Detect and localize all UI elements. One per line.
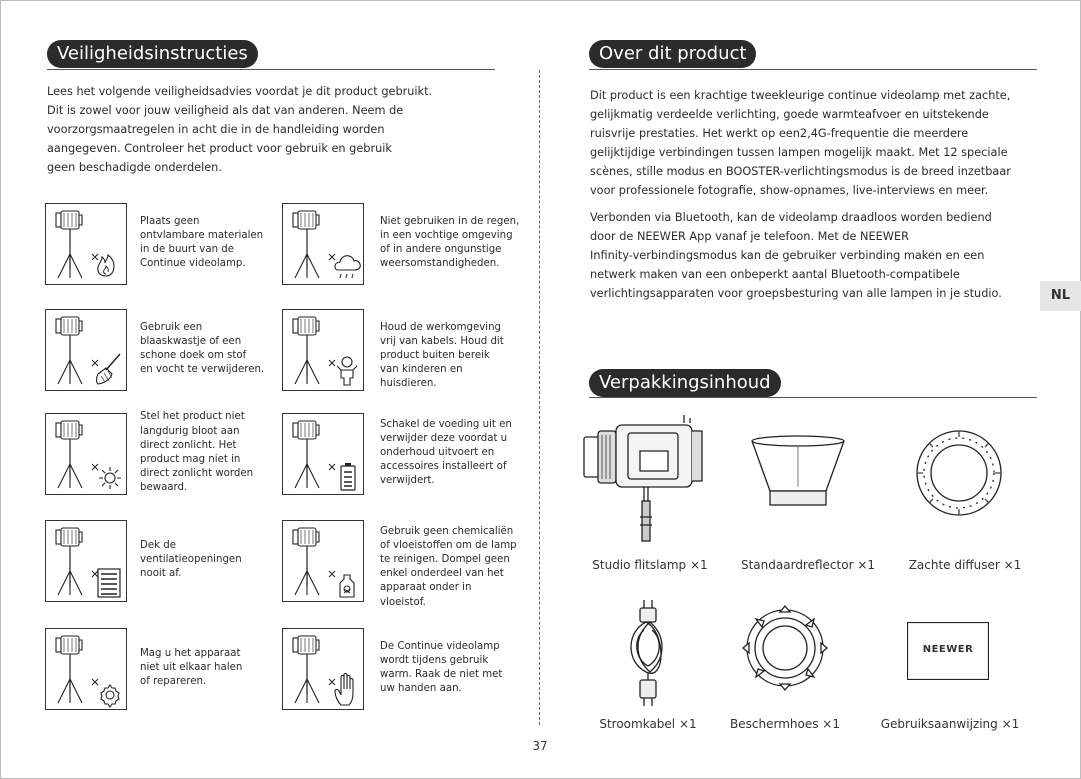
safety-intro (47, 82, 507, 177)
safety-item-line: ontvlambare materialen (140, 229, 264, 241)
manual-logo: NEEWER (922, 644, 974, 655)
safety-item-text (140, 215, 280, 272)
safety-intro-line: voorzorgsmaatregelen in acht die in de handleiding worden (47, 123, 385, 136)
safety-icon-box (282, 413, 364, 495)
safety-item-line: Continue videolamp. (140, 258, 246, 270)
safety-item-line: De Continue videolamp (380, 640, 500, 652)
safety-intro-line: geen beschadigde onderdelen. (47, 161, 222, 174)
safety-icon-box (45, 520, 127, 602)
about-title: Over dit product (589, 40, 756, 68)
package-item-label: Gebruiksaanwijzing ×1 (880, 717, 1020, 731)
safety-item-line: of repareren. (140, 676, 207, 688)
safety-item-text (140, 321, 280, 378)
safety-item-text (140, 539, 280, 582)
safety-item-line: product buiten bereik (380, 350, 490, 361)
power-cable-icon (618, 600, 678, 710)
safety-intro-line: aangegeven. Controleer het product voor gebruik en gebruik (47, 142, 392, 155)
safety-item-line: Stel het product niet (140, 411, 245, 423)
safety-item-line: product mag niet in (140, 454, 241, 465)
about-line: gelijkmatig verdeelde verlichting, goede warmteafvoer en uitstekende (590, 108, 989, 121)
safety-item-line: Niet gebruiken in de regen, (380, 215, 520, 227)
safety-item-text (380, 640, 520, 697)
safety-item-line: Dek de (140, 539, 176, 551)
sun-icon (46, 414, 126, 494)
safety-item-line: uw handen aan. (380, 683, 462, 695)
package-item-label: Stroomkabel ×1 (599, 717, 697, 731)
safety-item-line: bewaard. (140, 482, 188, 494)
column-divider (539, 70, 540, 725)
safety-item-line: weersomstandigheden. (380, 258, 500, 270)
about-line: Infinity-verbindingsmodus kan de gebruiker verbinding maken en een (590, 249, 985, 262)
safety-item-line: langdurig bloot aan (140, 425, 240, 437)
safety-item-line: warm. Raak de niet met (380, 669, 503, 680)
safety-item-line: nooit af. (140, 568, 182, 580)
safety-item-line: Gebruik een (140, 321, 203, 333)
safety-item-line: Schakel de voeding uit en (380, 418, 512, 430)
safety-icon-box (282, 203, 364, 285)
about-line: voor professionele fotografie, show-opnames, live-interviews en meer. (590, 184, 989, 197)
protective-cover-icon (740, 603, 830, 693)
safety-item-line: Plaats geen (140, 215, 200, 227)
safety-item-line: ventilatieopeningen (140, 553, 242, 565)
safety-item-text (140, 647, 280, 690)
safety-icon-box (282, 520, 364, 602)
about-line: verlichtingsapparaten voor groepsbesturing van alle lampen in je studio. (590, 287, 1002, 300)
safety-item-line: blaaskwastje of een (140, 335, 242, 347)
safety-title-rule (47, 69, 495, 70)
safety-icon-box (45, 309, 127, 391)
about-title-rule (589, 69, 1037, 70)
rain-cloud-icon (283, 204, 363, 284)
safety-item-line: Gebruik geen chemicaliën (380, 525, 514, 537)
about-line: door de NEEWER App vanaf je telefoon. Met de NEEWER (590, 230, 909, 243)
language-tab: NL (1040, 281, 1081, 311)
safety-item-line: en vocht te verwijderen. (140, 364, 265, 376)
safety-item-line: apparaat onder in vloeistof. (380, 582, 472, 608)
safety-item-text (380, 321, 520, 392)
package-item-label: Studio flitslamp ×1 (592, 558, 708, 572)
safety-item-line: of vloeistoffen om de lamp (380, 539, 517, 551)
safety-item-line: verwijdert. (380, 475, 435, 487)
safety-item-text (380, 418, 520, 489)
safety-item-line: enkel onderdeel van het (380, 568, 504, 580)
safety-item-line: onderhoud uitvoert en (380, 446, 495, 458)
safety-item-line: direct zonlicht. Het (140, 439, 237, 451)
gear-icon (46, 629, 126, 709)
safety-item-line: in een vochtige omgeving (380, 229, 513, 241)
about-line: ruisvrije prestaties. Het werkt op een2,4G-frequentie die meerdere (590, 127, 969, 140)
safety-item-line: te reinigen. Dompel geen (380, 553, 510, 565)
flame-icon (46, 204, 126, 284)
package-title: Verpakkingsinhoud (589, 369, 781, 397)
safety-item-line: Mag u het apparaat (140, 647, 241, 659)
safety-item-line: van kinderen en huisdieren. (380, 364, 463, 390)
studio-light-icon (578, 413, 718, 548)
safety-item-line: wordt tijdens gebruik (380, 654, 489, 666)
safety-item-line: in de buurt van de (140, 244, 235, 255)
battery-icon (283, 414, 363, 494)
package-title-rule (589, 397, 1037, 398)
package-item-label: Standaardreflector ×1 (740, 558, 876, 572)
safety-item-line: Houd de werkomgeving (380, 321, 502, 333)
reflector-icon (748, 433, 848, 513)
safety-item-line: schone doek om stof (140, 350, 247, 361)
safety-item-line: accessoires installeert of (380, 461, 507, 473)
safety-intro-line: Lees het volgende veiligheidsadvies voordat je dit product gebruikt. (47, 85, 433, 98)
safety-item-text (380, 525, 520, 610)
safety-icon-box (282, 628, 364, 710)
safety-item-line: direct zonlicht worden (140, 468, 254, 480)
diffuser-icon (914, 428, 1004, 518)
safety-icon-box (45, 628, 127, 710)
about-line: gelijktijdige verbindingen tussen lampen mogelijk maakt. Met 12 speciale (590, 146, 1008, 159)
about-line: scènes, stille modus en BOOSTER-verlichtingsmodus is de breed inzetbaar (590, 165, 1011, 178)
hand-icon (283, 629, 363, 709)
safety-icon-box (45, 413, 127, 495)
safety-item-line: vrij van kabels. Houd dit (380, 335, 504, 347)
chemical-bottle-icon (283, 521, 363, 601)
safety-title: Veiligheidsinstructies (47, 40, 258, 68)
brush-icon (46, 310, 126, 390)
safety-icon-box (282, 309, 364, 391)
safety-item-line: of in andere ongunstige (380, 244, 502, 255)
safety-icon-box (45, 203, 127, 285)
about-paragraph-1 (590, 86, 1035, 200)
about-paragraph-2 (590, 208, 1035, 303)
safety-item-text (380, 215, 520, 272)
about-line: netwerk maken van een onbeperkt aantal Bluetooth-compatibele (590, 268, 960, 281)
package-item-label: Zachte diffuser ×1 (908, 558, 1022, 572)
package-item-label: Beschermhoes ×1 (730, 717, 840, 731)
child-icon (283, 310, 363, 390)
safety-item-text (140, 410, 280, 495)
page-number: 37 (532, 739, 548, 753)
about-line: Verbonden via Bluetooth, kan de videolamp draadloos worden bediend (590, 211, 992, 224)
safety-item-line: verwijder deze voordat u (380, 432, 508, 444)
safety-intro-line: Dit is zowel voor jouw veiligheid als dat van anderen. Neem de (47, 104, 404, 117)
safety-item-line: niet uit elkaar halen (140, 661, 243, 673)
vent-icon (46, 521, 126, 601)
about-line: Dit product is een krachtige tweekleurige continue videolamp met zachte, (590, 89, 1011, 102)
